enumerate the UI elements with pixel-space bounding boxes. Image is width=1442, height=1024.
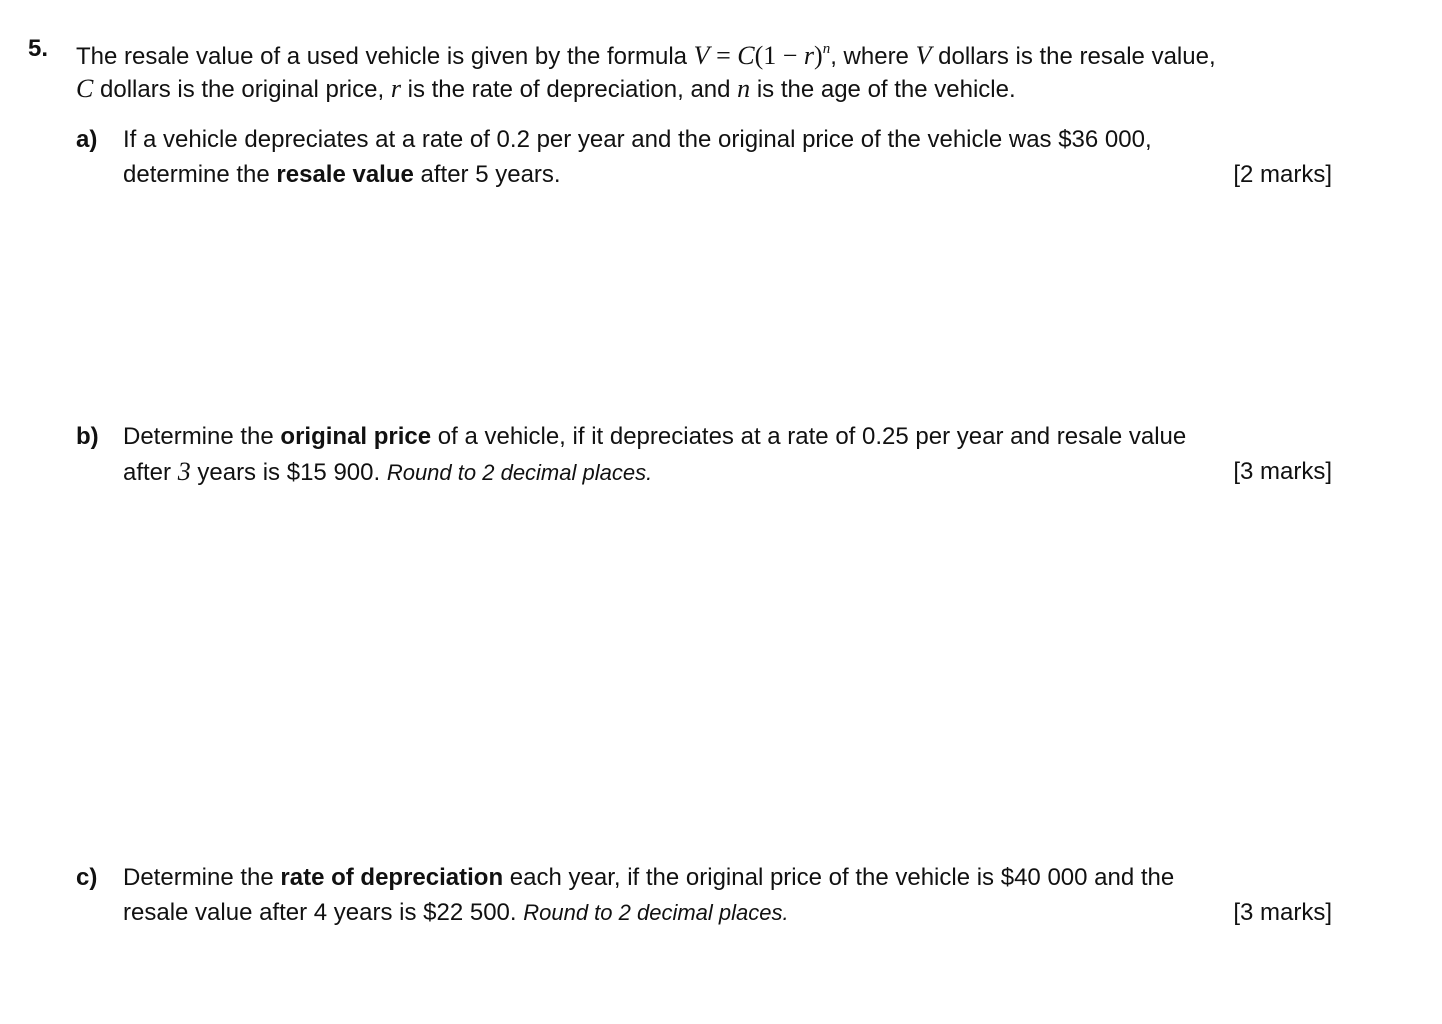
formula-close: ) [814, 41, 823, 70]
part-a-keyword: resale value [276, 161, 414, 188]
part-b-years: 3 [177, 457, 191, 486]
part-a-text: determine the [123, 161, 277, 188]
part-c-rounding-note: Round to 2 decimal places. [523, 900, 789, 925]
formula [694, 43, 831, 70]
part-b-rounding-note: Round to 2 decimal places. [386, 460, 653, 485]
part-c-resale: resale value after 4 years is $22 500. [123, 899, 524, 926]
part-b-text: Determine the [123, 423, 281, 450]
part-b-keyword: original price [280, 423, 432, 450]
formula-v: V [693, 41, 710, 70]
part-a-line-2 [123, 160, 561, 190]
stem-var-n: n [737, 74, 751, 103]
formula-open: (1 − [754, 41, 804, 70]
part-b-line-2 [123, 457, 652, 488]
part-a-text-end: after 5 years. [413, 161, 561, 188]
stem-text-6: is the age of the vehicle. [750, 76, 1016, 103]
part-c-keyword: rate of depreciation [280, 864, 504, 891]
formula-exponent: n [822, 41, 831, 57]
stem-text-1: The resale value of a used vehicle is given by the formula [76, 43, 694, 70]
formula-r: r [803, 41, 815, 70]
stem-var-r: r [390, 74, 401, 103]
part-c-line-1 [123, 863, 1174, 893]
stem-var-v: V [915, 41, 932, 70]
part-a-line-1: If a vehicle depreciates at a rate of 0.2 per year and the original price of the vehicle was $36 000, [123, 126, 1152, 153]
question-number: 5. [28, 35, 49, 62]
question-stem-line-2 [76, 74, 1016, 105]
part-c-label: c) [76, 864, 98, 891]
part-c-text-end: each year, if the original price of the vehicle is $40 000 and the [503, 864, 1175, 891]
stem-var-c: C [76, 74, 94, 103]
formula-equals: = [709, 41, 738, 70]
stem-text-5: is the rate of depreciation, and [400, 76, 738, 103]
part-b-after: after [123, 459, 178, 486]
part-b-line-1 [123, 422, 1186, 452]
part-a-label: a) [76, 126, 98, 153]
part-b-amount: years is $15 900. [190, 459, 387, 486]
part-b-text-end: of a vehicle, if it depreciates at a rate of 0.25 per year and resale value [431, 423, 1187, 450]
part-a-marks: [2 marks] [1233, 161, 1332, 188]
part-b-marks: [3 marks] [1233, 458, 1332, 485]
formula-c: C [737, 41, 755, 70]
stem-text-4: dollars is the original price, [93, 76, 391, 103]
part-c-line-2 [123, 898, 789, 928]
part-c-text: Determine the [123, 864, 281, 891]
stem-text-3: dollars is the resale value, [931, 43, 1216, 70]
stem-text-2: , where [830, 43, 916, 70]
part-c-marks: [3 marks] [1233, 899, 1332, 926]
part-b-label: b) [76, 423, 99, 450]
question-stem-line-1 [76, 34, 1216, 72]
